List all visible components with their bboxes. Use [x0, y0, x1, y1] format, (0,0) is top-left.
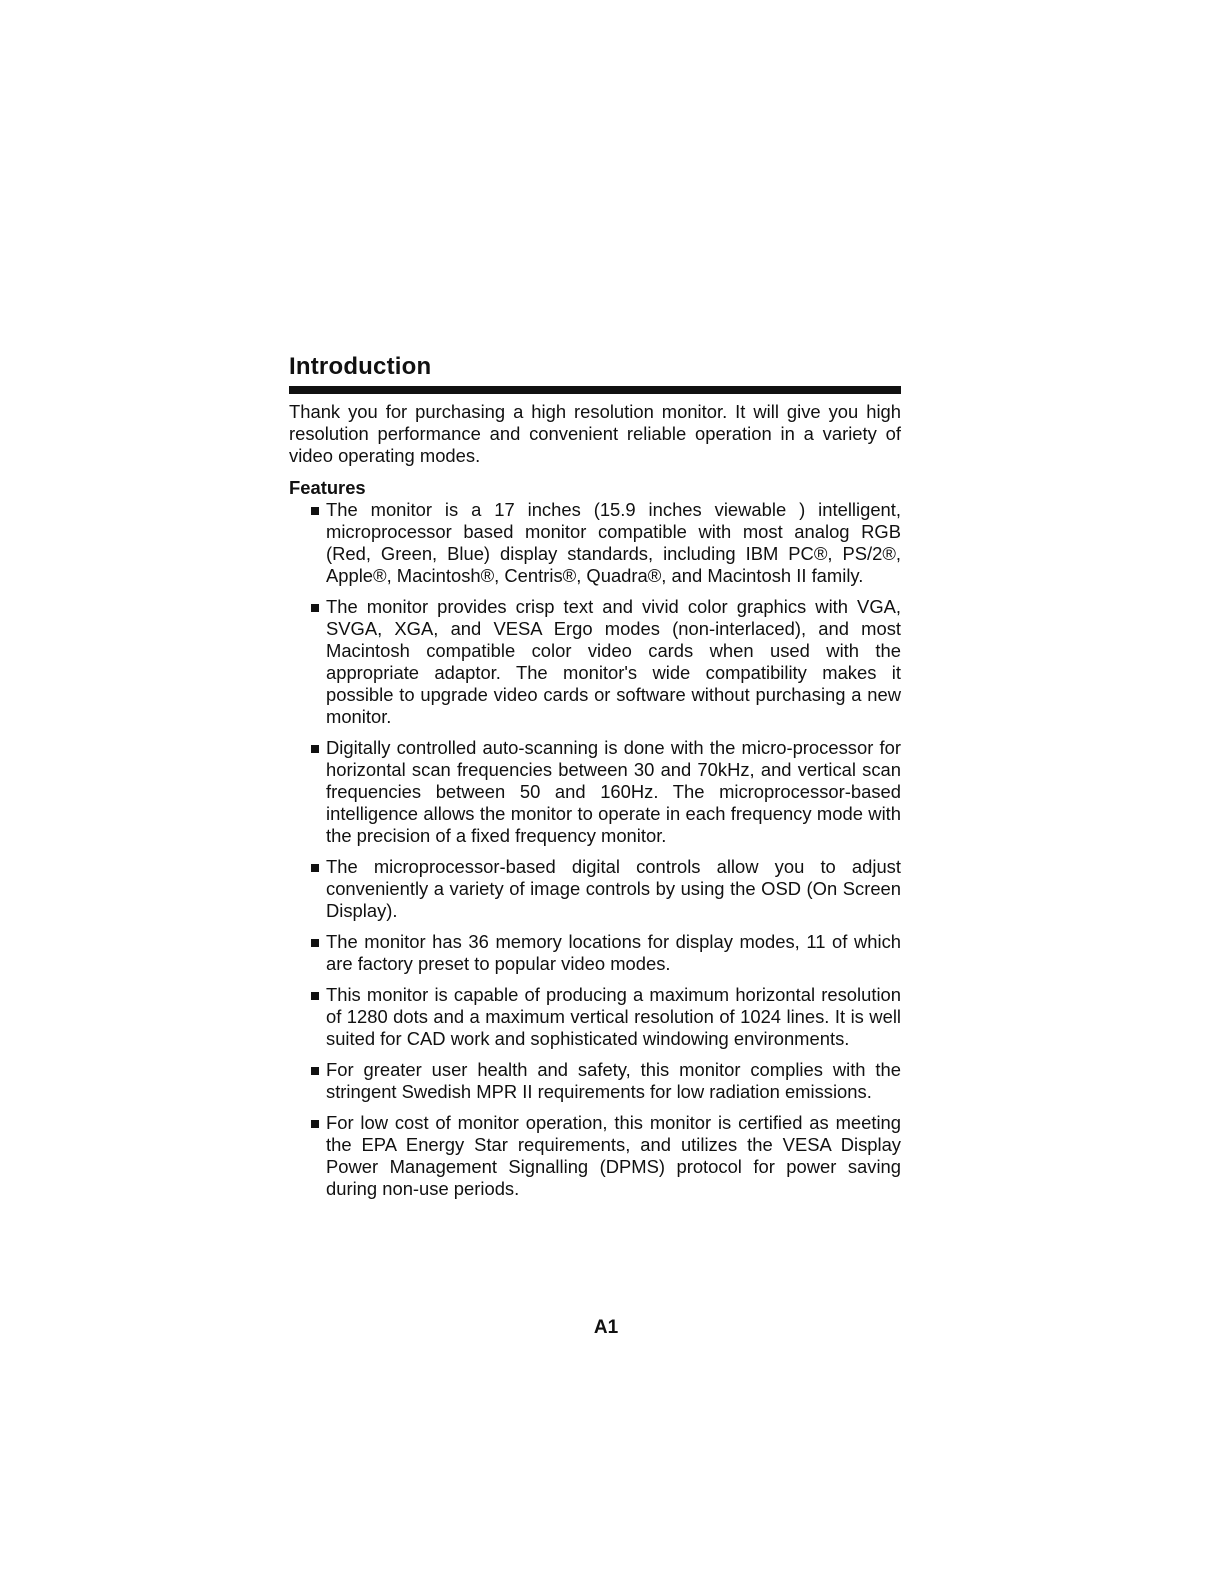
- document-page: [289, 352, 901, 1209]
- feature-text: The monitor is a 17 inches (15.9 inches viewable ) intelligent, microprocessor based monitor compatible with most analog RGB (Red, Green, Blue) display standards, including IBM PC®, PS/2®, Apple®, Macintosh®, Centris®, Quadra®, and Macintosh II family.: [326, 499, 901, 586]
- features-heading: Features: [289, 477, 366, 498]
- feature-text: The microprocessor-based digital controls allow you to adjust conveniently a variety of image controls by using the OSD (On Screen Display).: [326, 856, 901, 921]
- square-bullet-icon: [311, 864, 319, 872]
- feature-text: The monitor provides crisp text and vivid color graphics with VGA, SVGA, XGA, and VESA Ergo modes (non-interlaced), and most Macintosh compatible color video cards when used with the appropriate adaptor. The monitor's wide compatibility makes it possible to upgrade video cards or software without purchasing a new monitor.: [326, 596, 901, 727]
- feature-item: [289, 737, 901, 847]
- feature-text: This monitor is capable of producing a maximum horizontal resolution of 1280 dots and a maximum vertical resolution of 1024 lines. It is well suited for CAD work and sophisticated windowing environments.: [326, 984, 901, 1049]
- feature-text: For greater user health and safety, this monitor complies with the stringent Swedish MPR II requirements for low radiation emissions.: [326, 1059, 901, 1102]
- square-bullet-icon: [311, 745, 319, 753]
- intro-paragraph: Thank you for purchasing a high resolution monitor. It will give you high resolution performance and convenient reliable operation in a variety of video operating modes.: [289, 401, 901, 466]
- feature-item: [289, 1059, 901, 1103]
- feature-item: [289, 1112, 901, 1200]
- square-bullet-icon: [311, 939, 319, 947]
- feature-text: The monitor has 36 memory locations for display modes, 11 of which are factory preset to popular video modes.: [326, 931, 901, 974]
- page-title: Introduction: [289, 353, 432, 380]
- square-bullet-icon: [311, 604, 319, 612]
- feature-item: [289, 931, 901, 975]
- square-bullet-icon: [311, 992, 319, 1000]
- feature-item: [289, 596, 901, 728]
- page-number: A1: [593, 1317, 619, 1338]
- feature-item: [289, 856, 901, 922]
- feature-text: For low cost of monitor operation, this monitor is certified as meeting the EPA Energy Star requirements, and utilizes the VESA Display Power Management Signalling (DPMS) protocol for power saving during non-use periods.: [326, 1112, 901, 1199]
- feature-text: Digitally controlled auto-scanning is done with the micro-processor for horizontal scan frequencies between 30 and 70kHz, and vertical scan frequencies between 50 and 160Hz. The microprocessor-based intelligence allows the monitor to operate in each frequency mode with the precision of a fixed frequency monitor.: [326, 737, 901, 846]
- feature-item: [289, 499, 901, 587]
- feature-item: [289, 984, 901, 1050]
- square-bullet-icon: [311, 1067, 319, 1075]
- square-bullet-icon: [311, 507, 319, 515]
- features-list: [289, 499, 901, 1200]
- square-bullet-icon: [311, 1120, 319, 1128]
- title-rule: [289, 386, 901, 394]
